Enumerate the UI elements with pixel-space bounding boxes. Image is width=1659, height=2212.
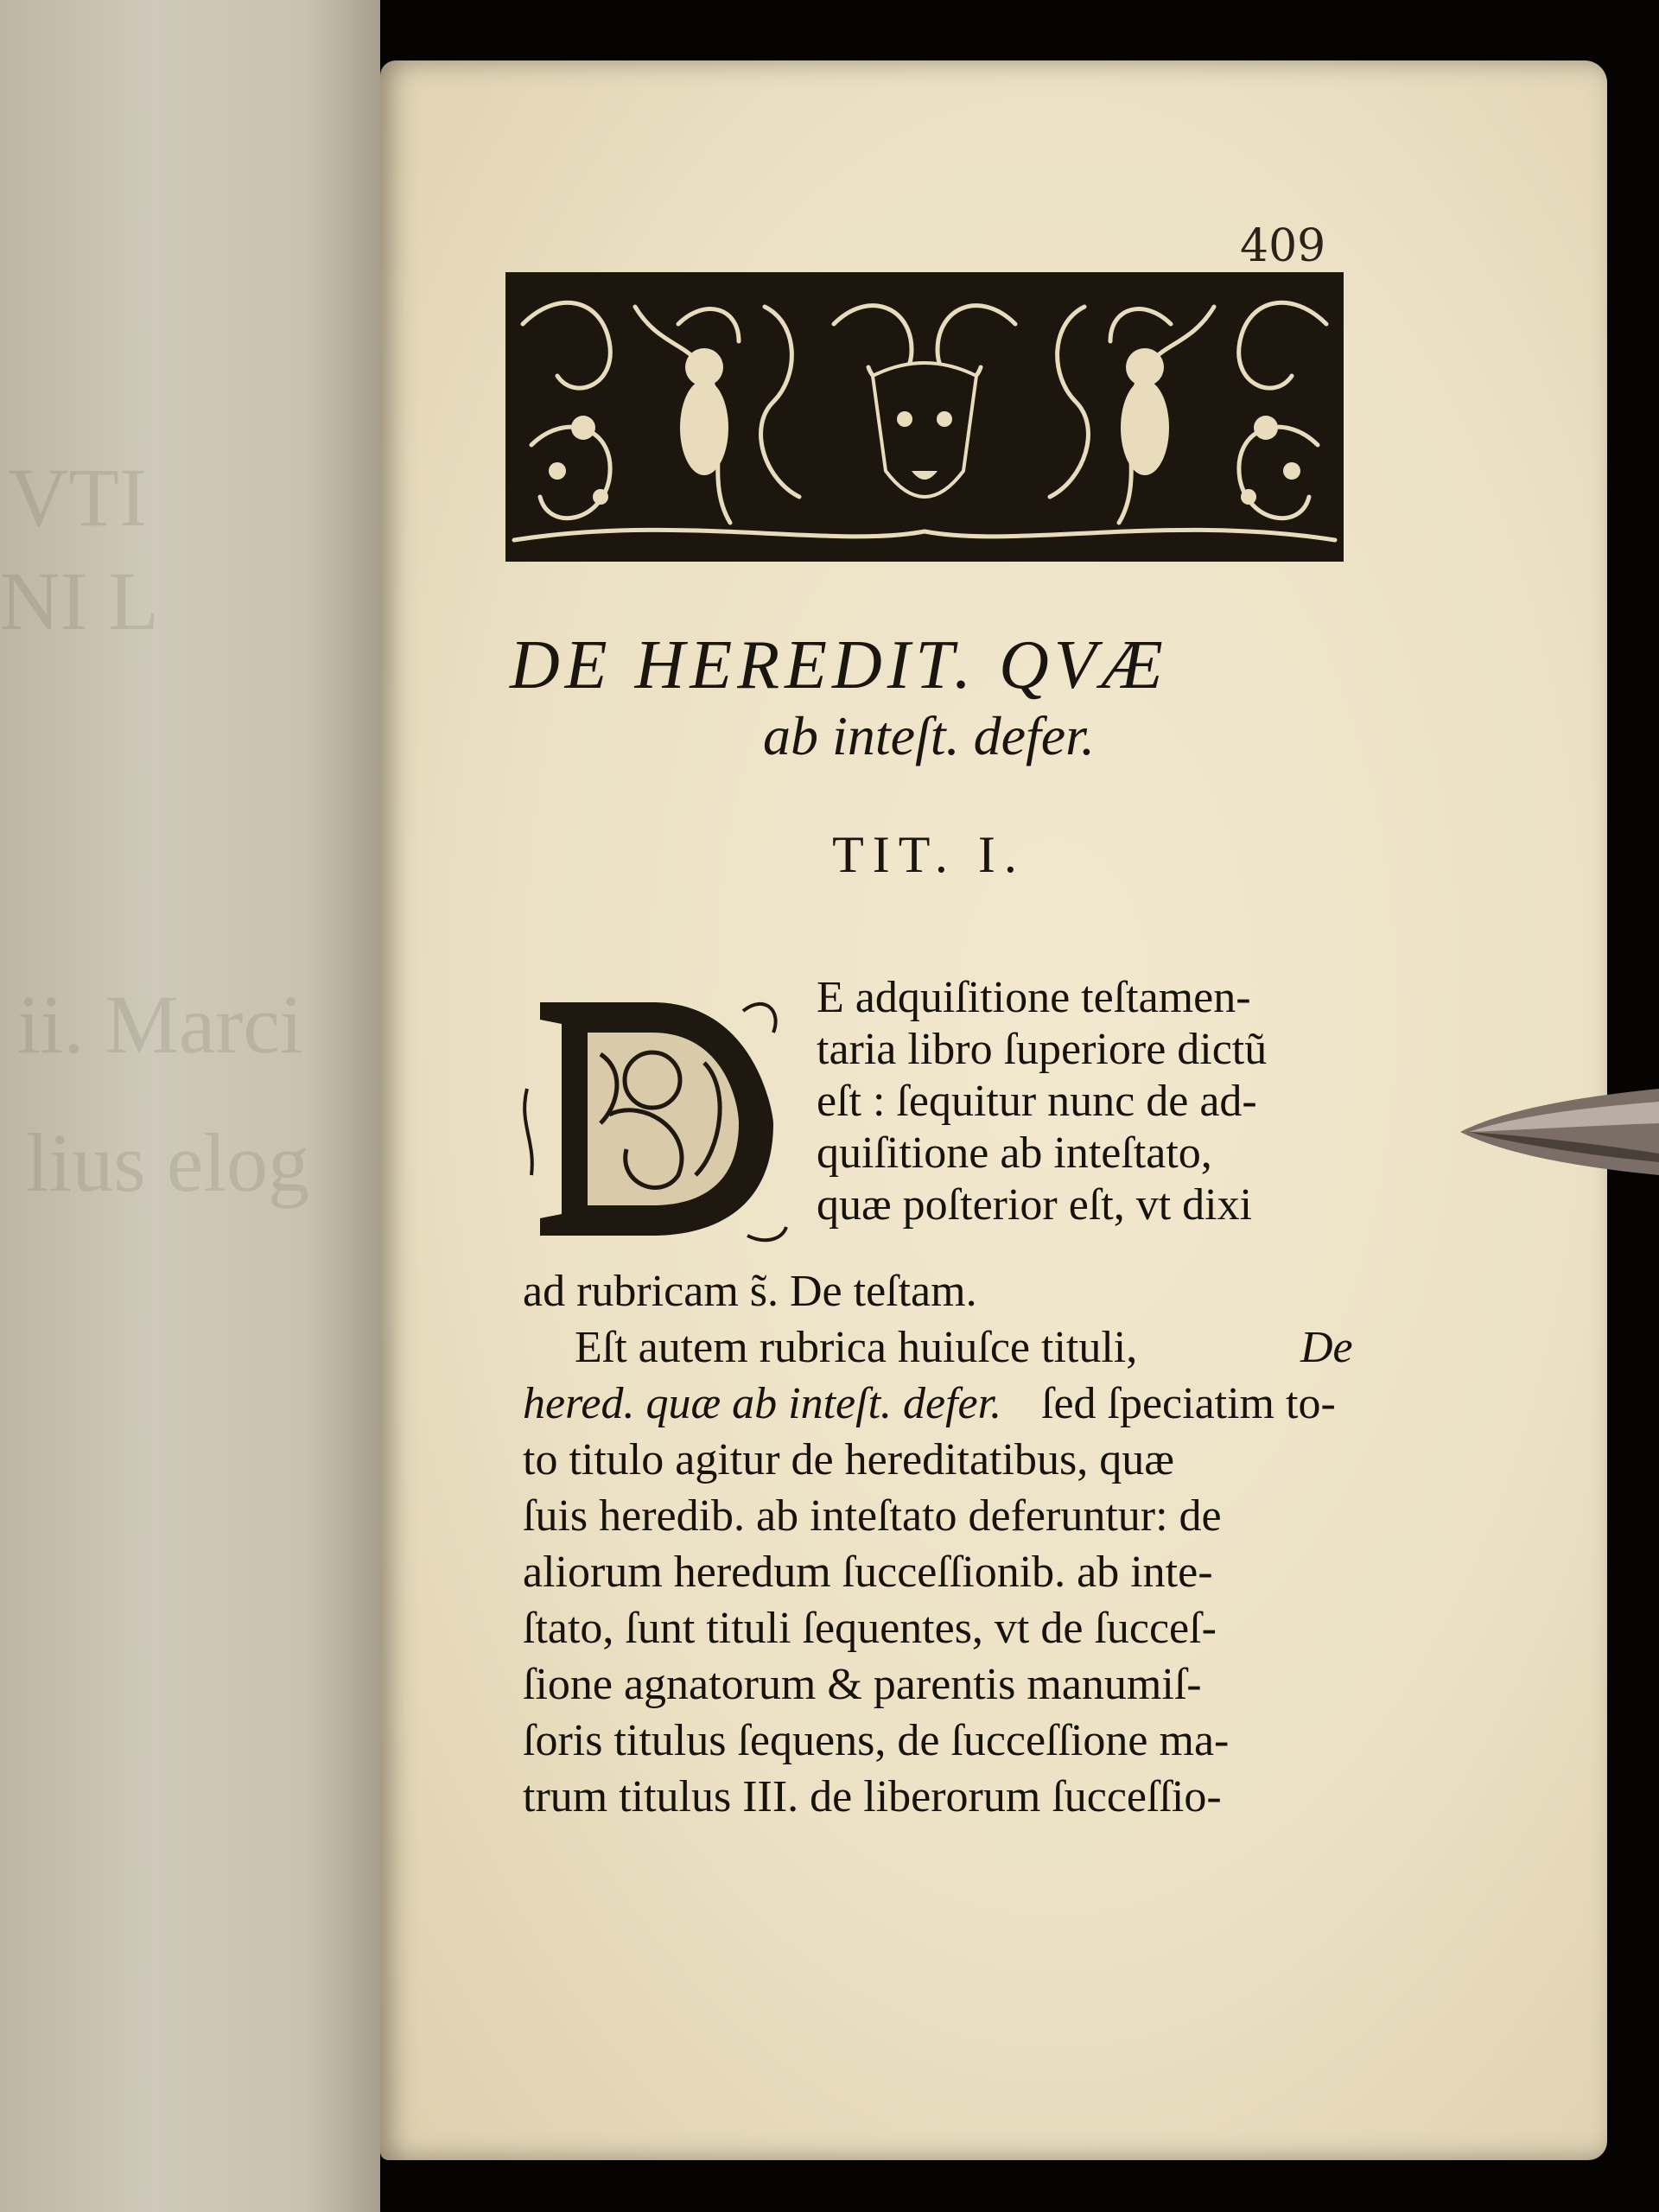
bleed-through-text: VTI	[9, 451, 147, 543]
page-number: 409	[1240, 220, 1326, 272]
body-line: E adquiſitione teſtamen-	[817, 973, 1251, 1022]
body-line: ſtato, ſunt tituli ſequentes, vt de ſucceſ-	[523, 1604, 1217, 1653]
page-clip	[1460, 1076, 1659, 1188]
body-line-italic: De	[1300, 1323, 1353, 1372]
body-line: to titulo agitur de hereditatibus, quæ	[523, 1435, 1174, 1484]
ornamental-headpiece	[505, 272, 1344, 562]
body-line: taria libro ſuperiore dictũ	[817, 1025, 1268, 1074]
chapter-heading: TIT. I.	[832, 826, 1026, 883]
body-line: Eſt autem rubrica huiuſce tituli,	[575, 1323, 1138, 1372]
body-line: ſoris titulus ſequens, de ſucceſſione ma-	[523, 1716, 1230, 1765]
section-title-continuation: ab inteſt. defer.	[763, 705, 1095, 766]
body-line-italic: hered. quæ ab inteſt. defer.	[523, 1379, 1002, 1428]
body-line: ſione agnatorum & parentis manumiſ-	[523, 1660, 1202, 1709]
body-line: quæ poſterior eſt, vt dixi	[817, 1180, 1253, 1230]
body-line: trum titulus III. de liberorum ſucceſſio-	[523, 1772, 1222, 1821]
bleed-through-text: lius elog	[26, 1116, 309, 1209]
decorated-initial-d	[523, 985, 791, 1253]
body-line: eſt : ſequitur nunc de ad-	[817, 1077, 1257, 1126]
body-line: ad rubricam s̃. De teſtam.	[523, 1267, 977, 1316]
section-title: DE HEREDIT. QVÆ	[510, 627, 1168, 703]
body-line: aliorum heredum ſucceſſionib. ab inte-	[523, 1548, 1213, 1597]
body-line: ſuis heredib. ab inteſtato deferuntur: de	[523, 1491, 1222, 1541]
body-line: ſed ſpeciatim to-	[1041, 1379, 1336, 1428]
body-line: quiſitione ab inteſtato,	[817, 1128, 1212, 1178]
left-page	[0, 0, 380, 2212]
bleed-through-text: NI L	[0, 555, 159, 647]
bleed-through-text: ii. Marci	[17, 978, 303, 1071]
